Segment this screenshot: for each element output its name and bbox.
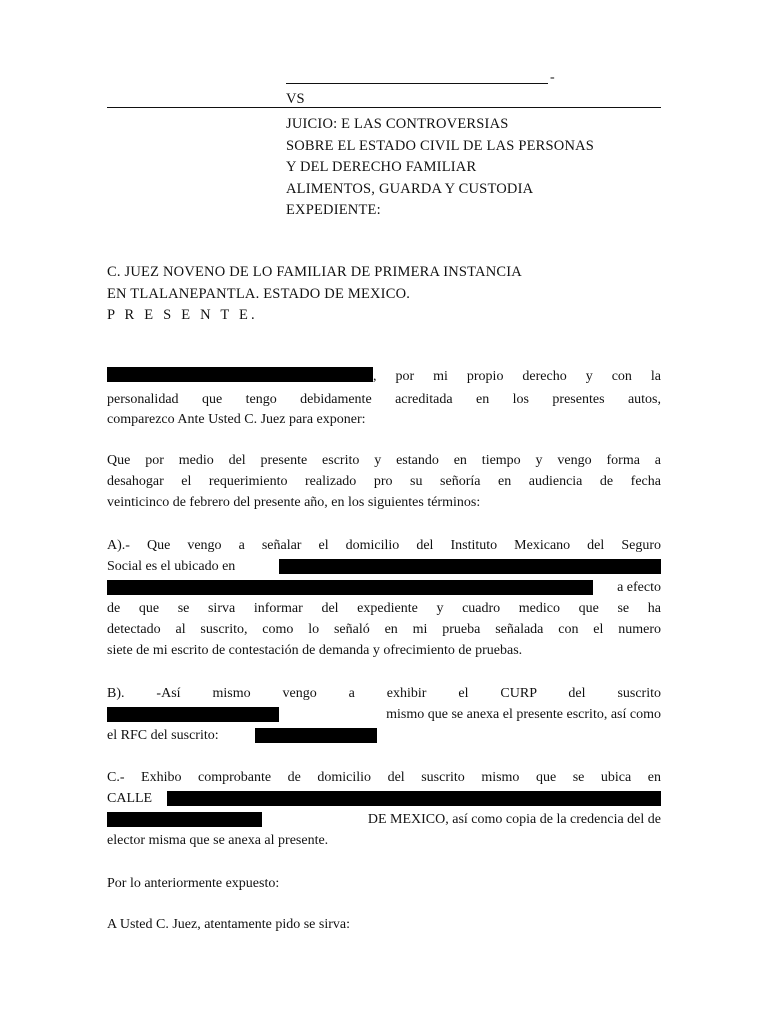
redacted-address (167, 791, 661, 806)
redacted-address (107, 580, 593, 595)
section-b-line: B). -Así mismo vengo a exhibir el CURP del suscrito (107, 686, 661, 701)
addressee-block (107, 262, 522, 327)
section-b-line: el RFC del suscrito: (107, 725, 661, 746)
addressee-line: EN TLALANEPANTLA. ESTADO DE MEXICO. (107, 285, 411, 302)
section-c-line: C.- Exhibo comprobante de domicilio del suscrito mismo que se ubica en (107, 770, 661, 785)
intro-line: , por mi propio derecho y con la (107, 366, 661, 387)
section-a-line: detectado al suscrito, como lo señaló en mi prueba señalada con el numero (107, 622, 661, 637)
section-c-line: elector misma que se anexa al presente. (107, 833, 329, 848)
document-page: - VS JUICIO: E LAS CONTROVERSIAS SOBRE EL ESTADO CIVIL DE LAS PERSONAS Y DEL DERECHO FAMILIAR ALIMENTOS, GUARDA Y CUSTODIA EXPEDIENTE: C. JUEZ NOVENO DE LO FAMILIAR DE PRIMERA INSTANCIA EN TLALANEPANTLA. ESTADO DE MEXICO. P R E S E N T E. , por mi propio derecho y con la personalidad que tengo debidamente acreditada en los presentes autos, comparezco Ante Usted C. Juez para exponer: Que por medio del presente escrito y estando en tiempo y vengo forma a desahogar el requerimiento realizado pro su señoría en audiencia de fecha veinticinco de febrero del presente año, en los siguientes términos: A).- Que vengo a señalar el domicilio del Instituto Mexicano del Seguro Social es el ubicado en a efecto de que se sirva informar del expediente y cuadro medico que se ha detectado al suscrito, como lo señaló en mi prueba señalada con el numero siete de mi escrito de contestación de demanda y ofrecimiento de pruebas. B). -Así mismo vengo a exhibir el CURP del suscrito mismo que se anexa el presente escrito, así como el RFC del suscrito: C.- Exhibo comprobante de domicilio del suscrito mismo que se ubica en CALLE DE MEXICO, así como copia de la credencia del de elector misma que se anexa al presente. Por lo anteriormente expuesto: A Usted C. Juez, atentamente pido se sirva: (0, 0, 768, 1024)
closing-line: A Usted C. Juez, atentamente pido se sirva: (107, 917, 350, 932)
redacted-address (279, 559, 661, 574)
addressee-presente: P R E S E N T E. (107, 307, 258, 323)
caption-line: SOBRE EL ESTADO CIVIL DE LAS PERSONAS (286, 137, 595, 154)
body-line: Que por medio del presente escrito y estando en tiempo y vengo forma a (107, 453, 661, 468)
section-a-line: A).- Que vengo a señalar el domicilio del Instituto Mexicano del Seguro (107, 538, 661, 553)
section-a-line: Social es el ubicado en (107, 556, 661, 577)
caption-line: JUICIO: E LAS CONTROVERSIAS (286, 116, 509, 132)
caption-dash: - (550, 70, 555, 85)
addressee-line: C. JUEZ NOVENO DE LO FAMILIAR DE PRIMERA INSTANCIA (107, 264, 522, 280)
redacted-name (107, 367, 373, 382)
section-a-line: de que se sirva informar del expediente y cuadro medico que se ha (107, 601, 661, 616)
body-line: veinticinco de febrero del presente año, en los siguientes términos: (107, 495, 481, 510)
redacted-curp (107, 707, 279, 722)
case-caption (286, 114, 594, 222)
redacted-rfc (255, 728, 377, 743)
body-line: desahogar el requerimiento realizado pro su señoría en audiencia de fecha (107, 474, 661, 489)
redacted-address (107, 812, 262, 827)
intro-line: personalidad que tengo debidamente acreditada en los presentes autos, (107, 392, 661, 407)
caption-line: Y DEL DERECHO FAMILIAR (286, 159, 477, 175)
caption-rule (107, 107, 661, 108)
versus-label: VS (286, 91, 305, 107)
plaintiff-signature-line (286, 83, 548, 84)
section-c-line: CALLE (107, 788, 661, 809)
caption-line: EXPEDIENTE: (286, 202, 381, 218)
caption-line: ALIMENTOS, GUARDA Y CUSTODIA (286, 180, 534, 197)
closing-line: Por lo anteriormente expuesto: (107, 876, 280, 891)
section-a-line: siete de mi escrito de contestación de demanda y ofrecimiento de pruebas. (107, 643, 523, 658)
intro-line: comparezco Ante Usted C. Juez para exponer: (107, 412, 366, 427)
